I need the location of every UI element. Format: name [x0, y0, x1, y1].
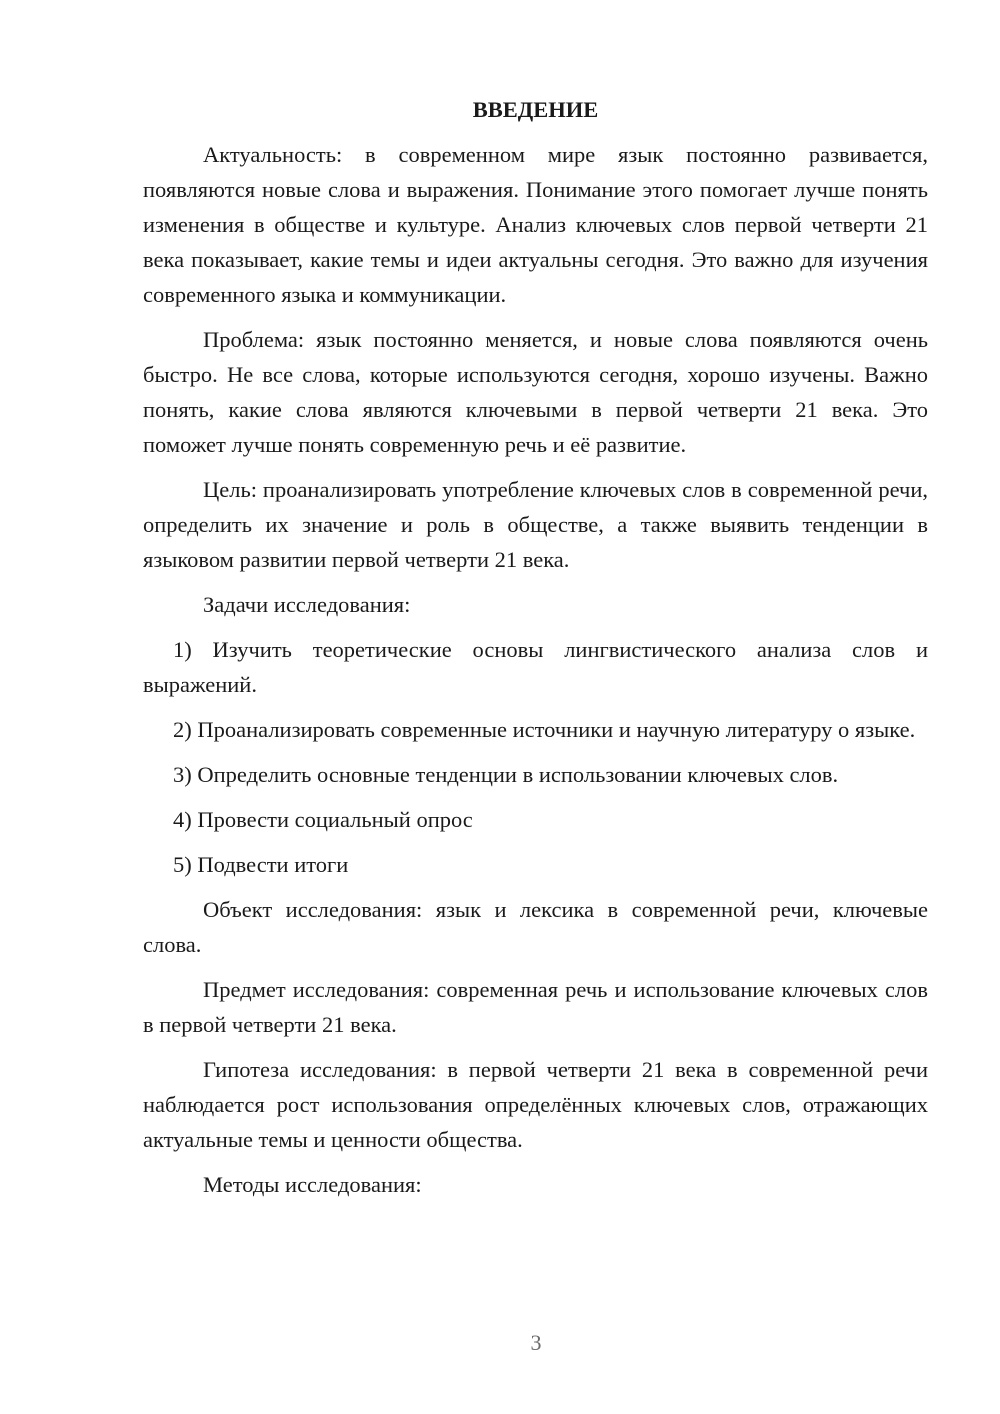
methods-heading: Методы исследования:: [203, 1172, 422, 1197]
tasks-heading: Задачи исследования:: [203, 592, 411, 617]
problem-paragraph: Проблема: язык постоянно меняется, и новые слова появляются очень быстро. Не все слова, которые используются сегодня, хорошо изучены. Важно понять, какие слова являются ключевыми в первой четверти 21 века. Это поможет лучше понять современную речь и её развитие.: [143, 327, 928, 457]
page-title: ВВЕДЕНИЕ: [472, 97, 599, 122]
task-item: 3) Определить основные тенденции в использовании ключевых слов.: [173, 762, 839, 787]
object-paragraph: Объект исследования: язык и лексика в современной речи, ключевые слова.: [143, 897, 928, 957]
goal-paragraph: Цель: проанализировать употребление ключевых слов в современной речи, определить их значение и роль в обществе, а также выявить тенденции в языковом развитии первой четверти 21 века.: [143, 477, 928, 572]
relevance-paragraph: Актуальность: в современном мире язык постоянно развивается, появляются новые слова и выражения. Понимание этого помогает лучше понять изменения в обществе и культуре. Анализ ключевых слов первой четверти 21 века показывает, какие темы и идеи актуальны сегодня. Это важно для изучения современного языка и коммуникации.: [143, 142, 928, 307]
page-content: [143, 92, 928, 1212]
subject-paragraph: Предмет исследования: современная речь и использование ключевых слов в первой четверти 21 века.: [143, 977, 928, 1037]
page-number: 3: [530, 1330, 542, 1355]
task-item: 1) Изучить теоретические основы лингвистического анализа слов и выражений.: [143, 637, 928, 697]
hypothesis-paragraph: Гипотеза исследования: в первой четверти 21 века в современной речи наблюдается рост использования определённых ключевых слов, отражающих актуальные темы и ценности общества.: [143, 1057, 928, 1152]
task-item: 5) Подвести итоги: [173, 852, 349, 877]
task-item: 2) Проанализировать современные источники и научную литературу о языке.: [173, 717, 916, 742]
task-item: 4) Провести социальный опрос: [173, 807, 473, 832]
